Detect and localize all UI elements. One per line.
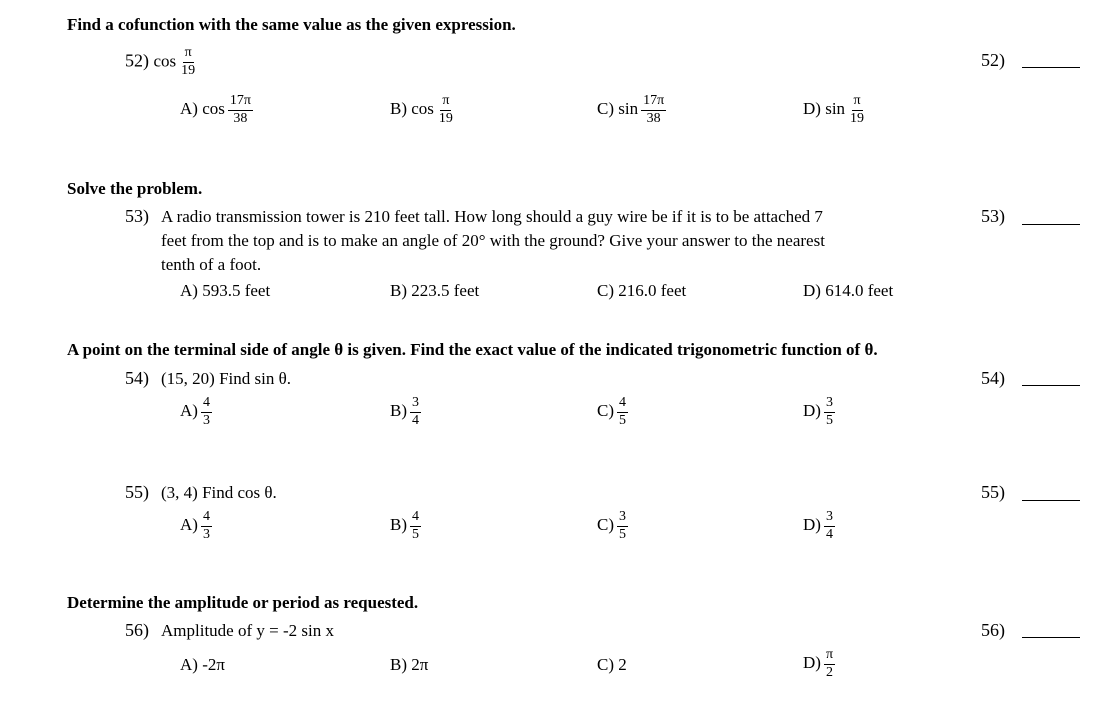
choice-text: 216.0 feet [618, 281, 687, 300]
choice-letter: C) [597, 401, 614, 421]
choice-letter: D) [803, 515, 821, 535]
choice-text: 2π [411, 655, 429, 674]
numerator: 4 [201, 510, 212, 527]
question-53-line-2: feet from the top and is to make an angle of 20° with the ground? Give your answer to the nearest [161, 231, 825, 250]
numerator: 4 [617, 396, 628, 413]
answer-label-53: 53) [981, 206, 1005, 226]
question-number-53: 53) [125, 206, 149, 226]
choice-letter: D) [803, 281, 821, 300]
numerator: π [824, 648, 835, 665]
choice-letter: C) [597, 281, 614, 300]
numerator: π [183, 46, 194, 63]
fraction [848, 94, 866, 126]
trig-function: cos [202, 99, 225, 119]
choice-52-a[interactable] [180, 94, 253, 126]
choice-text: 223.5 feet [411, 281, 480, 300]
choice-55-b[interactable] [390, 510, 421, 542]
choice-letter: A) [180, 99, 198, 119]
question-number-56: 56) [125, 620, 149, 640]
fraction [617, 510, 628, 542]
denominator: 5 [619, 526, 626, 542]
numerator: 3 [617, 510, 628, 527]
numerator: 17π [641, 94, 666, 111]
denominator: 19 [438, 110, 453, 126]
choice-letter: A) [180, 401, 198, 421]
denominator: 4 [825, 526, 833, 542]
question-53-line-1: A radio transmission tower is 210 feet tall. How long should a guy wire be if it is to be attached 7 [161, 207, 823, 226]
choice-letter: A) [180, 281, 198, 300]
section-header-amplitude: Determine the amplitude or period as requested. [67, 593, 419, 612]
section-header-solve: Solve the problem. [67, 179, 203, 198]
choice-letter: D) [803, 401, 821, 421]
choice-54-a[interactable] [180, 396, 212, 428]
choice-letter: B) [390, 401, 407, 421]
choice-53-b[interactable] [390, 282, 479, 299]
numerator: 17π [228, 94, 253, 111]
choice-55-c[interactable] [597, 510, 628, 542]
fraction [410, 510, 421, 542]
fraction [641, 94, 666, 126]
fraction [824, 648, 835, 680]
choice-52-c[interactable] [597, 94, 666, 126]
denominator: 19 [181, 62, 196, 78]
denominator: 2 [825, 664, 833, 680]
choice-text: 2 [618, 655, 627, 674]
choice-54-c[interactable] [597, 396, 628, 428]
numerator: π [440, 94, 451, 111]
choice-53-c[interactable] [597, 282, 686, 299]
choice-letter: B) [390, 655, 407, 674]
numerator: 4 [410, 510, 421, 527]
question-number-55: 55) [125, 482, 149, 502]
denominator: 3 [202, 412, 210, 428]
denominator: 38 [233, 110, 248, 126]
numerator: π [852, 94, 863, 111]
question-52 [125, 46, 197, 78]
choice-55-d[interactable] [803, 510, 835, 542]
answer-blank-56[interactable] [1022, 637, 1080, 638]
denominator: 5 [619, 412, 626, 428]
fraction [824, 510, 835, 542]
fraction [201, 396, 212, 428]
fraction [824, 396, 835, 428]
numerator: 3 [410, 396, 421, 413]
choice-53-d[interactable] [803, 282, 893, 299]
fraction [179, 46, 197, 78]
section-header-cofunction: Find a cofunction with the same value as the given expression. [67, 15, 516, 34]
fraction [228, 94, 253, 126]
choice-letter: C) [597, 655, 614, 674]
choice-56-b[interactable] [390, 656, 428, 673]
answer-blank-52[interactable] [1022, 67, 1080, 68]
question-55-text: (3, 4) Find cos θ. [161, 483, 277, 502]
denominator: 5 [412, 526, 419, 542]
choice-letter: D) [803, 653, 821, 673]
choice-text: 593.5 feet [202, 281, 271, 300]
question-number-54: 54) [125, 368, 149, 388]
choice-letter: B) [390, 281, 407, 300]
choice-56-d[interactable] [803, 648, 835, 680]
choice-letter: B) [390, 99, 407, 119]
choice-letter: C) [597, 99, 614, 119]
denominator: 19 [850, 110, 865, 126]
answer-blank-53[interactable] [1022, 224, 1080, 225]
choice-text: -2π [202, 655, 225, 674]
choice-letter: A) [180, 655, 198, 674]
choice-letter: B) [390, 515, 407, 535]
choice-56-a[interactable] [180, 656, 225, 673]
answer-blank-55[interactable] [1022, 500, 1080, 501]
choice-52-b[interactable] [390, 94, 455, 126]
answer-label-54: 54) [981, 368, 1005, 388]
fraction [410, 396, 421, 428]
choice-letter: C) [597, 515, 614, 535]
choice-54-d[interactable] [803, 396, 835, 428]
denominator: 38 [646, 110, 661, 126]
numerator: 3 [824, 396, 835, 413]
denominator: 3 [202, 526, 210, 542]
question-number: 52) [125, 50, 149, 71]
choice-text: 614.0 feet [825, 281, 894, 300]
trig-function: cos [411, 99, 434, 119]
question-54-text: (15, 20) Find sin θ. [161, 369, 291, 388]
choice-56-c[interactable] [597, 656, 627, 673]
choice-letter: A) [180, 515, 198, 535]
answer-label-55: 55) [981, 482, 1005, 502]
fraction [437, 94, 455, 126]
trig-function: cos [153, 51, 177, 71]
denominator: 4 [412, 412, 419, 428]
section-header-terminal-side: A point on the terminal side of angle θ is given. Find the exact value of the indicated trigonometric function of θ. [67, 340, 878, 359]
answer-label-52: 52) [981, 50, 1005, 70]
answer-blank-54[interactable] [1022, 385, 1080, 386]
fraction [201, 510, 212, 542]
trig-function: sin [618, 99, 639, 119]
trig-function: sin [825, 99, 846, 119]
question-53-line-3: tenth of a foot. [161, 255, 262, 274]
choice-54-b[interactable] [390, 396, 421, 428]
denominator: 5 [825, 412, 833, 428]
question-56-text: Amplitude of y = -2 sin x [161, 621, 334, 640]
numerator: 3 [824, 510, 835, 527]
numerator: 4 [201, 396, 212, 413]
choice-53-a[interactable] [180, 282, 270, 299]
answer-label-56: 56) [981, 620, 1005, 640]
choice-letter: D) [803, 99, 821, 119]
choice-52-d[interactable] [803, 94, 866, 126]
fraction [617, 396, 628, 428]
choice-55-a[interactable] [180, 510, 212, 542]
